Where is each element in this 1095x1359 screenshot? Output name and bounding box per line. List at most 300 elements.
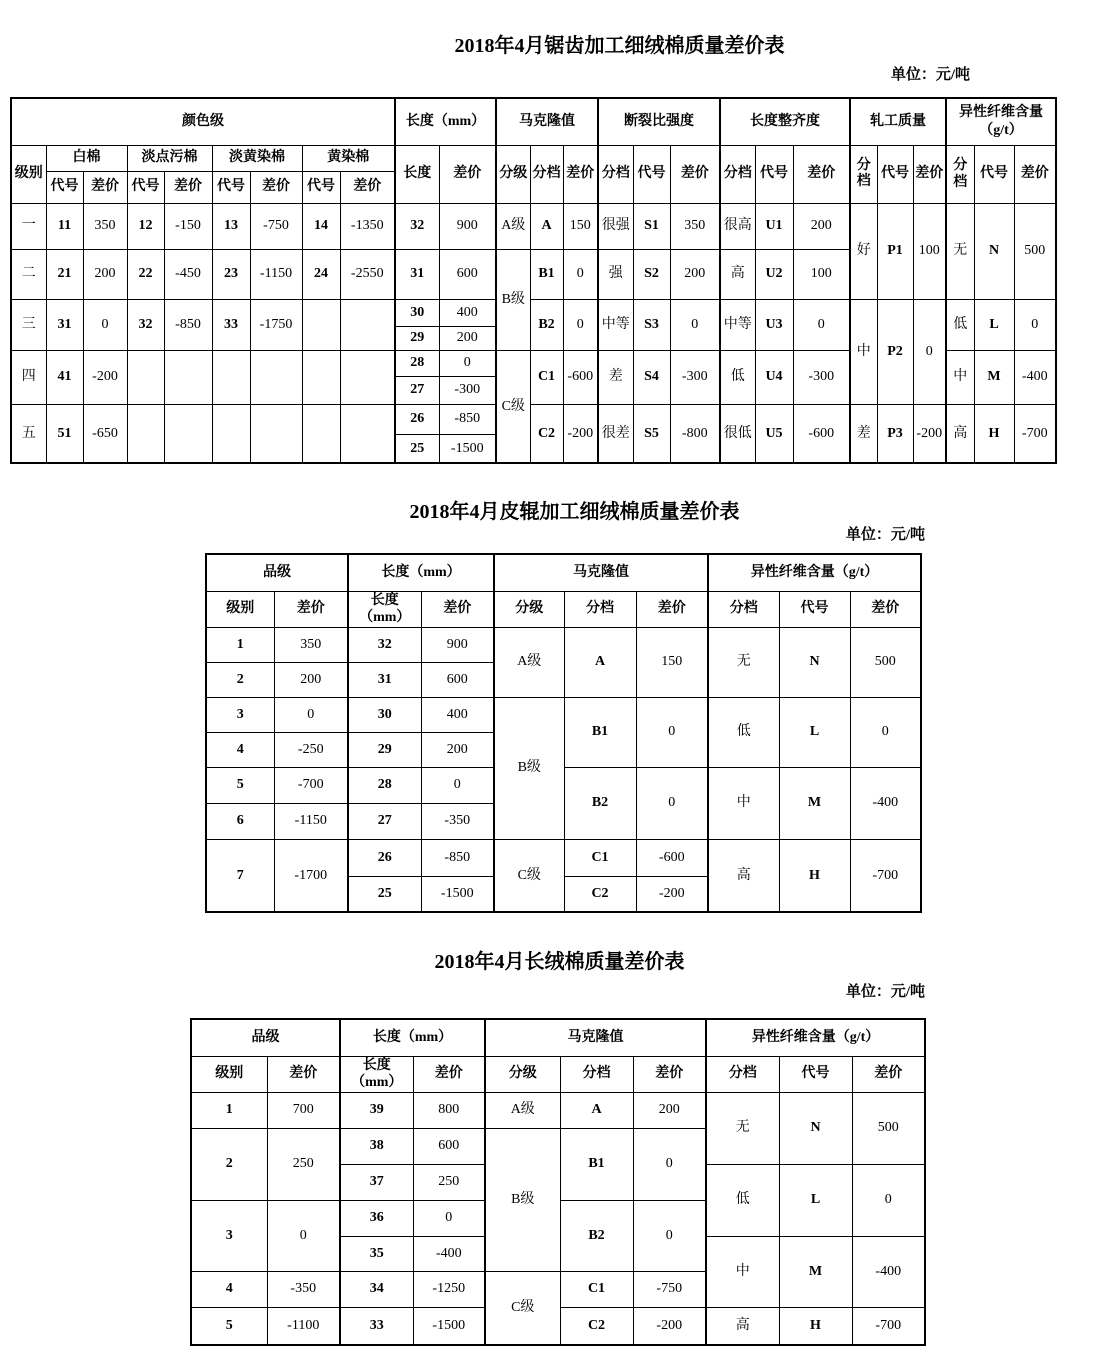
t1-length: 30 [395, 299, 439, 326]
t1-uniformity-band: 中等 [720, 299, 755, 350]
t3-header-length-diff: 差价 [413, 1056, 485, 1092]
t1-header-length-group: 长度（mm） [395, 98, 496, 145]
table3-title: 2018年4月长绒棉质量差价表 [434, 951, 685, 973]
t1-spotted-code: 32 [127, 299, 164, 350]
t2-header-grade-diff: 差价 [274, 591, 348, 627]
t1-length: 26 [395, 404, 439, 434]
t3-grade: 5 [191, 1307, 267, 1345]
t3-length: 33 [340, 1307, 413, 1345]
t1-light-yellow-diff: -1750 [250, 299, 302, 350]
t1-light-yellow-code: 13 [212, 203, 250, 249]
t1-ginning-code: P2 [877, 299, 913, 404]
t1-light-yellow-diff [250, 404, 302, 463]
t1-white-code: 51 [46, 404, 83, 463]
t1-foreign-band: 高 [946, 404, 974, 463]
t2-length: 29 [348, 732, 421, 767]
t3-length-diff: 250 [413, 1164, 485, 1200]
t1-white-diff: -200 [83, 350, 127, 404]
t3-foreign-diff: 0 [852, 1164, 925, 1236]
t1-light-yellow-diff: -750 [250, 203, 302, 249]
t2-header-length: 长度（mm） [348, 591, 421, 627]
t2-header-grading: 分级 [494, 591, 564, 627]
t1-header-length-diff: 差价 [439, 145, 496, 203]
t2-mic-diff: 0 [636, 767, 708, 839]
t3-foreign-diff: 500 [852, 1092, 925, 1164]
t3-grade-diff: 0 [267, 1200, 340, 1271]
t1-header-color-group: 颜色级 [11, 98, 395, 145]
t1-header-foreign-fiber-line1: 异性纤维含量 [959, 104, 1043, 120]
t2-grade-diff: 200 [274, 662, 348, 697]
t3-header-length: 长度（mm） [340, 1056, 413, 1092]
t1-foreign-code: M [974, 350, 1014, 404]
t1-mic-diff: -600 [563, 350, 598, 404]
t2-foreign-band: 无 [708, 627, 779, 697]
t2-mic-grading: A级 [494, 627, 564, 697]
t2-header-micronaire-group: 马克隆值 [494, 554, 708, 591]
t1-strength-code: S2 [633, 249, 670, 299]
t2-foreign-code: H [779, 839, 850, 912]
t3-length-diff: 0 [413, 1200, 485, 1236]
t1-length: 32 [395, 203, 439, 249]
t1-header-light-yellow-diff: 差价 [250, 171, 302, 203]
t1-mic-band: A [530, 203, 563, 249]
t2-foreign-code: M [779, 767, 850, 839]
t1-strength-code: S4 [633, 350, 670, 404]
t2-mic-band: A [564, 627, 636, 697]
t1-white-diff: 350 [83, 203, 127, 249]
t1-foreign-band: 中 [946, 350, 974, 404]
t2-foreign-band: 中 [708, 767, 779, 839]
t1-foreign-code: N [974, 203, 1014, 299]
t1-header-ginning-diff: 差价 [913, 145, 946, 203]
t2-mic-band: B2 [564, 767, 636, 839]
t1-header-yellow-code: 代号 [302, 171, 340, 203]
t2-length-diff: 600 [421, 662, 494, 697]
t3-mic-grading: B级 [485, 1128, 560, 1271]
t3-length-diff: -1500 [413, 1307, 485, 1345]
t1-spotted-code [127, 404, 164, 463]
t1-uniformity-diff: 100 [793, 249, 850, 299]
t1-header-uniformity-diff: 差价 [793, 145, 850, 203]
t1-header-uniformity-group: 长度整齐度 [720, 98, 850, 145]
t1-ginning-band: 好 [850, 203, 877, 299]
t2-mic-band: C2 [564, 876, 636, 912]
t1-light-yellow-code: 33 [212, 299, 250, 350]
t3-grade-diff: 250 [267, 1128, 340, 1200]
t1-header-yellow-diff: 差价 [340, 171, 395, 203]
t1-uniformity-diff: 200 [793, 203, 850, 249]
t2-foreign-band: 高 [708, 839, 779, 912]
t3-length: 36 [340, 1200, 413, 1236]
t1-header-micronaire-group: 马克隆值 [496, 98, 598, 145]
roller-cotton-table [205, 553, 922, 913]
t1-length-diff: 600 [439, 249, 496, 299]
t1-foreign-diff: -700 [1014, 404, 1056, 463]
t1-yellow-diff: -1350 [340, 203, 395, 249]
t1-strength-band: 很强 [598, 203, 633, 249]
t3-foreign-band: 中 [706, 1236, 779, 1307]
t3-mic-grading: C级 [485, 1271, 560, 1345]
t1-strength-diff: -300 [670, 350, 720, 404]
t3-grade-diff: 700 [267, 1092, 340, 1128]
t1-header-strength-group: 断裂比强度 [598, 98, 720, 145]
t2-mic-band: C1 [564, 839, 636, 876]
t2-header-length-group: 长度（mm） [348, 554, 494, 591]
t1-length: 31 [395, 249, 439, 299]
t2-length: 32 [348, 627, 421, 662]
t2-header-band: 分档 [564, 591, 636, 627]
t1-header-light-yellow-code: 代号 [212, 171, 250, 203]
t2-length-diff: 400 [421, 697, 494, 732]
t2-foreign-diff: 0 [850, 697, 921, 767]
t1-yellow-diff [340, 299, 395, 350]
t1-length: 29 [395, 326, 439, 350]
t3-foreign-diff: -400 [852, 1236, 925, 1307]
t1-grade: 四 [11, 350, 46, 404]
t1-spotted-diff [164, 404, 212, 463]
t1-spotted-diff: -450 [164, 249, 212, 299]
t3-grade: 3 [191, 1200, 267, 1271]
t1-header-foreign-fiber-line2: （g/t） [979, 122, 1023, 138]
t2-mic-diff: 150 [636, 627, 708, 697]
t1-ginning-band: 中 [850, 299, 877, 404]
t2-grade: 7 [206, 839, 274, 912]
t1-uniformity-band: 很高 [720, 203, 755, 249]
t2-grade: 2 [206, 662, 274, 697]
t1-foreign-code: H [974, 404, 1014, 463]
t3-length-diff: -400 [413, 1236, 485, 1271]
t1-uniformity-diff: -600 [793, 404, 850, 463]
t2-grade-diff: -700 [274, 767, 348, 803]
t1-uniformity-band: 低 [720, 350, 755, 404]
t2-grade-diff: 350 [274, 627, 348, 662]
t2-grade: 6 [206, 803, 274, 839]
table3-unit-label: 单位：元/吨 [845, 984, 925, 1000]
t1-length-diff: 0 [439, 350, 496, 376]
t3-mic-band: B2 [560, 1200, 633, 1271]
t2-header-foreign-code: 代号 [779, 591, 850, 627]
t1-mic-band: B1 [530, 249, 563, 299]
t3-header-quality-group: 品级 [191, 1019, 340, 1056]
t1-header-uniformity-band: 分档 [720, 145, 755, 203]
t3-length-diff: 600 [413, 1128, 485, 1164]
t3-foreign-code: N [779, 1092, 852, 1164]
t1-uniformity-diff: 0 [793, 299, 850, 350]
t1-header-spotted-diff: 差价 [164, 171, 212, 203]
t1-yellow-code [302, 350, 340, 404]
t2-mic-grading: B级 [494, 697, 564, 839]
t2-mic-diff: -600 [636, 839, 708, 876]
t1-white-code: 31 [46, 299, 83, 350]
t1-mic-diff: 150 [563, 203, 598, 249]
t3-header-micronaire-group: 马克隆值 [485, 1019, 706, 1056]
t2-length-diff: 900 [421, 627, 494, 662]
t2-length: 25 [348, 876, 421, 912]
t3-mic-grading: A级 [485, 1092, 560, 1128]
t3-mic-diff: -200 [633, 1307, 706, 1345]
t1-header-foreign-band: 分档 [946, 145, 974, 203]
t1-spotted-code: 12 [127, 203, 164, 249]
t3-grade-diff: -350 [267, 1271, 340, 1307]
t1-strength-band: 中等 [598, 299, 633, 350]
t3-length: 35 [340, 1236, 413, 1271]
t1-yellow-diff: -2550 [340, 249, 395, 299]
t1-length-diff: -1500 [439, 434, 496, 463]
t1-header-spotted-code: 代号 [127, 171, 164, 203]
t1-yellow-diff [340, 404, 395, 463]
t1-length-diff: 400 [439, 299, 496, 326]
long-staple-cotton-table [190, 1018, 926, 1346]
t3-grade: 1 [191, 1092, 267, 1128]
t1-yellow-diff [340, 350, 395, 404]
t1-strength-code: S1 [633, 203, 670, 249]
t1-uniformity-band: 高 [720, 249, 755, 299]
t1-uniformity-band: 很低 [720, 404, 755, 463]
t3-mic-diff: -750 [633, 1271, 706, 1307]
t2-grade: 1 [206, 627, 274, 662]
t3-mic-band: A [560, 1092, 633, 1128]
t3-mic-diff: 0 [633, 1200, 706, 1271]
t3-header-foreign-band: 分档 [706, 1056, 779, 1092]
t3-length: 39 [340, 1092, 413, 1128]
t1-header-foreign-diff: 差价 [1014, 145, 1056, 203]
t1-spotted-code [127, 350, 164, 404]
t1-grade: 一 [11, 203, 46, 249]
t3-foreign-code: M [779, 1236, 852, 1307]
t1-spotted-code: 22 [127, 249, 164, 299]
t1-header-strength-code: 代号 [633, 145, 670, 203]
t1-header-white-code: 代号 [46, 171, 83, 203]
t1-length-diff: -300 [439, 376, 496, 404]
t3-header-foreign-diff: 差价 [852, 1056, 925, 1092]
t1-yellow-code [302, 299, 340, 350]
t2-mic-band: B1 [564, 697, 636, 767]
t2-foreign-diff: 500 [850, 627, 921, 697]
t2-foreign-diff: -700 [850, 839, 921, 912]
t2-length: 27 [348, 803, 421, 839]
t3-grade-diff: -1100 [267, 1307, 340, 1345]
t1-ginning-band: 差 [850, 404, 877, 463]
t1-grade: 二 [11, 249, 46, 299]
t1-white-diff: -650 [83, 404, 127, 463]
t3-length-diff: 800 [413, 1092, 485, 1128]
t2-grade-diff: -1150 [274, 803, 348, 839]
t1-header-strength-band: 分档 [598, 145, 633, 203]
t1-light-yellow-code: 23 [212, 249, 250, 299]
t1-strength-band: 差 [598, 350, 633, 404]
t1-header-foreign-fiber-group [946, 98, 1056, 145]
t1-foreign-band: 低 [946, 299, 974, 350]
t2-foreign-diff: -400 [850, 767, 921, 839]
t1-mic-band: C1 [530, 350, 563, 404]
t1-uniformity-diff: -300 [793, 350, 850, 404]
t1-length-diff: 900 [439, 203, 496, 249]
t1-header-foreign-code: 代号 [974, 145, 1014, 203]
t1-mic-grading: C级 [496, 350, 530, 463]
t3-grade: 2 [191, 1128, 267, 1200]
t1-white-diff: 0 [83, 299, 127, 350]
t1-header-yellow: 黄染棉 [302, 145, 395, 171]
t1-spotted-diff: -150 [164, 203, 212, 249]
t2-length-diff: 200 [421, 732, 494, 767]
t3-foreign-band: 高 [706, 1307, 779, 1345]
t1-mic-diff: 0 [563, 299, 598, 350]
t3-length: 34 [340, 1271, 413, 1307]
t1-header-length: 长度 [395, 145, 439, 203]
t2-header-grade: 级别 [206, 591, 274, 627]
t1-ginning-code: P1 [877, 203, 913, 299]
t3-header-foreign-group: 异性纤维含量（g/t） [706, 1019, 925, 1056]
t2-foreign-code: N [779, 627, 850, 697]
t1-strength-diff: -800 [670, 404, 720, 463]
t2-grade: 5 [206, 767, 274, 803]
t3-mic-band: C2 [560, 1307, 633, 1345]
t2-header-mic-diff: 差价 [636, 591, 708, 627]
t1-foreign-diff: -400 [1014, 350, 1056, 404]
t2-length: 26 [348, 839, 421, 876]
t2-header-foreign-group: 异性纤维含量（g/t） [708, 554, 921, 591]
t2-length-diff: -850 [421, 839, 494, 876]
t1-length: 25 [395, 434, 439, 463]
t1-uniformity-code: U3 [755, 299, 793, 350]
t2-grade: 4 [206, 732, 274, 767]
t1-length: 28 [395, 350, 439, 376]
t1-foreign-diff: 500 [1014, 203, 1056, 299]
t1-header-light-yellow: 淡黄染棉 [212, 145, 302, 171]
t1-strength-diff: 0 [670, 299, 720, 350]
t1-strength-diff: 350 [670, 203, 720, 249]
t2-foreign-band: 低 [708, 697, 779, 767]
t1-mic-band: C2 [530, 404, 563, 463]
t1-light-yellow-code [212, 350, 250, 404]
t3-header-mic-diff: 差价 [633, 1056, 706, 1092]
t1-mic-diff: -200 [563, 404, 598, 463]
table2-unit-label: 单位：元/吨 [845, 527, 925, 543]
table1-unit-label: 单位：元/吨 [890, 67, 970, 83]
t1-uniformity-code: U1 [755, 203, 793, 249]
t1-strength-band: 很差 [598, 404, 633, 463]
t3-header-grade-diff: 差价 [267, 1056, 340, 1092]
t2-length: 28 [348, 767, 421, 803]
t3-header-grade: 级别 [191, 1056, 267, 1092]
t1-header-ginning-band: 分档 [850, 145, 877, 203]
t2-header-foreign-diff: 差价 [850, 591, 921, 627]
t1-foreign-code: L [974, 299, 1014, 350]
t3-mic-band: C1 [560, 1271, 633, 1307]
table2-title: 2018年4月皮辊加工细绒棉质量差价表 [409, 501, 740, 523]
t3-length-diff: -1250 [413, 1271, 485, 1307]
t1-yellow-code [302, 404, 340, 463]
t1-uniformity-code: U4 [755, 350, 793, 404]
t1-white-code: 11 [46, 203, 83, 249]
t3-foreign-band: 低 [706, 1164, 779, 1236]
t1-white-diff: 200 [83, 249, 127, 299]
t2-grade: 3 [206, 697, 274, 732]
table1-title: 2018年4月锯齿加工细绒棉质量差价表 [454, 35, 785, 57]
t1-ginning-diff: -200 [913, 404, 946, 463]
sawtooth-cotton-table [10, 97, 1057, 464]
t2-header-quality-group: 品级 [206, 554, 348, 591]
t1-header-mic-band: 分档 [530, 145, 563, 203]
t1-header-strength-diff: 差价 [670, 145, 720, 203]
t1-strength-diff: 200 [670, 249, 720, 299]
t2-mic-diff: 0 [636, 697, 708, 767]
t3-foreign-diff: -700 [852, 1307, 925, 1345]
t1-uniformity-code: U2 [755, 249, 793, 299]
t1-grade: 五 [11, 404, 46, 463]
t1-mic-grading: A级 [496, 203, 530, 249]
t3-header-foreign-code: 代号 [779, 1056, 852, 1092]
t1-light-yellow-diff: -1150 [250, 249, 302, 299]
t1-header-white-diff: 差价 [83, 171, 127, 203]
t2-header-length-diff: 差价 [421, 591, 494, 627]
t2-foreign-code: L [779, 697, 850, 767]
t1-ginning-diff: 0 [913, 299, 946, 404]
t3-foreign-code: H [779, 1307, 852, 1345]
t1-yellow-code: 14 [302, 203, 340, 249]
t3-grade: 4 [191, 1271, 267, 1307]
t3-header-grading: 分级 [485, 1056, 560, 1092]
t2-grade-diff: 0 [274, 697, 348, 732]
t2-header-foreign-band: 分档 [708, 591, 779, 627]
t3-header-length-group: 长度（mm） [340, 1019, 485, 1056]
t1-grade: 三 [11, 299, 46, 350]
t1-header-ginning-code: 代号 [877, 145, 913, 203]
t1-spotted-diff [164, 350, 212, 404]
t1-spotted-diff: -850 [164, 299, 212, 350]
t1-header-white: 白棉 [46, 145, 127, 171]
t1-header-uniformity-code: 代号 [755, 145, 793, 203]
t1-light-yellow-code [212, 404, 250, 463]
t1-uniformity-code: U5 [755, 404, 793, 463]
t1-header-mic-grading: 分级 [496, 145, 530, 203]
t1-header-ginning-group: 轧工质量 [850, 98, 946, 145]
t1-length-diff: -850 [439, 404, 496, 434]
t2-length-diff: -350 [421, 803, 494, 839]
t1-header-mic-diff: 差价 [563, 145, 598, 203]
t1-strength-code: S3 [633, 299, 670, 350]
t1-light-yellow-diff [250, 350, 302, 404]
t1-header-spotted: 淡点污棉 [127, 145, 212, 171]
t1-ginning-diff: 100 [913, 203, 946, 299]
t1-length-diff: 200 [439, 326, 496, 350]
t3-length: 37 [340, 1164, 413, 1200]
t1-foreign-band: 无 [946, 203, 974, 299]
t2-mic-diff: -200 [636, 876, 708, 912]
t1-white-code: 21 [46, 249, 83, 299]
t3-mic-band: B1 [560, 1128, 633, 1200]
t1-header-grade: 级别 [11, 145, 46, 203]
t3-mic-diff: 0 [633, 1128, 706, 1200]
t1-strength-band: 强 [598, 249, 633, 299]
t3-header-band: 分档 [560, 1056, 633, 1092]
t1-length: 27 [395, 376, 439, 404]
t3-mic-diff: 200 [633, 1092, 706, 1128]
t2-mic-grading: C级 [494, 839, 564, 912]
t1-mic-grading: B级 [496, 249, 530, 350]
t1-white-code: 41 [46, 350, 83, 404]
t3-foreign-code: L [779, 1164, 852, 1236]
t2-grade-diff: -250 [274, 732, 348, 767]
t3-foreign-band: 无 [706, 1092, 779, 1164]
t2-length-diff: 0 [421, 767, 494, 803]
t1-mic-diff: 0 [563, 249, 598, 299]
t1-mic-band: B2 [530, 299, 563, 350]
t3-length: 38 [340, 1128, 413, 1164]
t2-length-diff: -1500 [421, 876, 494, 912]
t1-yellow-code: 24 [302, 249, 340, 299]
t1-strength-code: S5 [633, 404, 670, 463]
